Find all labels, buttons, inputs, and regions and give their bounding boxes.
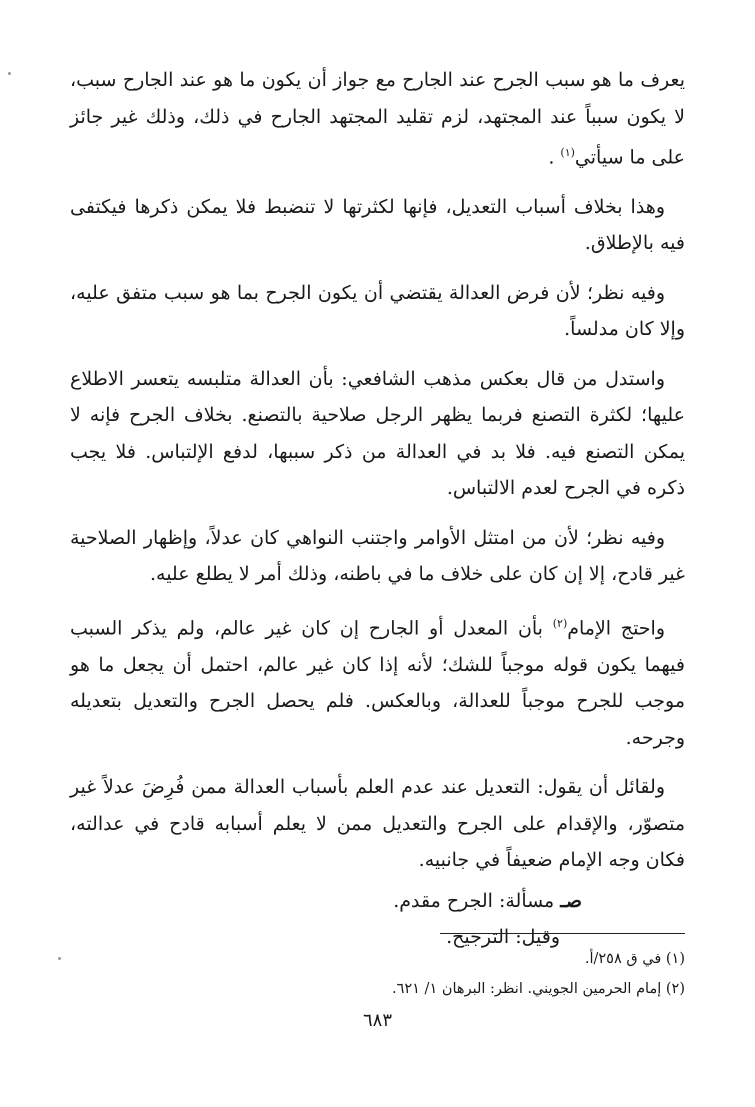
- paragraph-2: وهذا بخلاف أسباب التعديل، فإنها لكثرتها لا تنضبط فلا يمكن ذكرها فيكتفى فيه بالإطلاق.: [70, 195, 685, 255]
- qil-line: وقيل: الترجيح.: [446, 925, 560, 948]
- footnote-1: (١) في ق ٢٥٨/أ.: [584, 951, 685, 967]
- footnote-divider: [440, 933, 685, 934]
- footnote-ref-2[interactable]: (٢): [552, 616, 568, 630]
- paragraph-1: يعرف ما هو سبب الجرح عند الجارح مع جواز أن يكون ما هو عند الجارح سبب، لا يكون سبباً عند المجتهد، لزم تقليد المجتهد الجارح في ذلك، وذلك غير جائز على ما سيأتي$^{(١)}$ .: [70, 69, 685, 169]
- footnotes: [70, 944, 685, 1004]
- page-body: [70, 62, 685, 955]
- sad-dash: ـ: [560, 889, 566, 912]
- scan-speck: [58, 957, 61, 960]
- page-number: ٦٨٣: [362, 1010, 392, 1031]
- sad-mark: ص: [565, 889, 582, 912]
- scan-speck: [8, 72, 11, 75]
- paragraph-3: وفيه نظر؛ لأن فرض العدالة يقتضي أن يكون الجرح بما هو سبب متفق عليه، وإلا كان مدلساً.: [70, 281, 685, 341]
- paragraph-5: وفيه نظر؛ لأن من امتثل الأوامر واجتنب النواهي كان عدلاً، وإظهار الصلاحية غير قادح، إلا إن كان على خلاف ما في باطنه، وذلك أمر لا يطلع عليه.: [70, 526, 685, 586]
- paragraph-4: واستدل من قال بعكس مذهب الشافعي: بأن العدالة متلبسه يتعسر الاطلاع عليها؛ لكثرة التصنع فربما يظهر الرجل صلاحية بالتصنع. بخلاف الجرح فإنه لا يمكن التصنع فيه. فلا بد في العدالة من ذكر سببها، لدفع الإلتباس. فلا يجب ذكره في الجرح لعدم الالتباس.: [70, 367, 685, 500]
- masala-heading: [70, 883, 685, 919]
- paragraph-7: ولقائل أن يقول: التعديل عند عدم العلم بأسباب العدالة ممن فُرِضَ عدلاً غير متصوّر، والإقدام على الجرح والتعديل ممن لا يعلم أسبابه قادح في عدالته، فكان وجه الإمام ضعيفاً في جانبيه.: [70, 776, 685, 872]
- footnote-2: (٢) إمام الحرمين الجويني. انظر: البرهان ١/ ٦٢١.: [391, 981, 685, 997]
- footnote-ref-1[interactable]: (١): [560, 146, 575, 159]
- paragraph-6: واحتج الإمام$^{(٢)}$ بأن المعدل أو الجارح إن كان غير عالم، ولم يذكر السبب فيهما يكون قوله موجباً للشك؛ لأنه إذا كان غير عالم، احتمل أن يجعل ما هو موجب للجرح موجباً للعدالة، وبالعكس. فلم يحصل الجرح والتعديل بتعديله وجرحه.: [70, 616, 685, 749]
- masala-text: مسألة: الجرح مقدم.: [393, 889, 561, 912]
